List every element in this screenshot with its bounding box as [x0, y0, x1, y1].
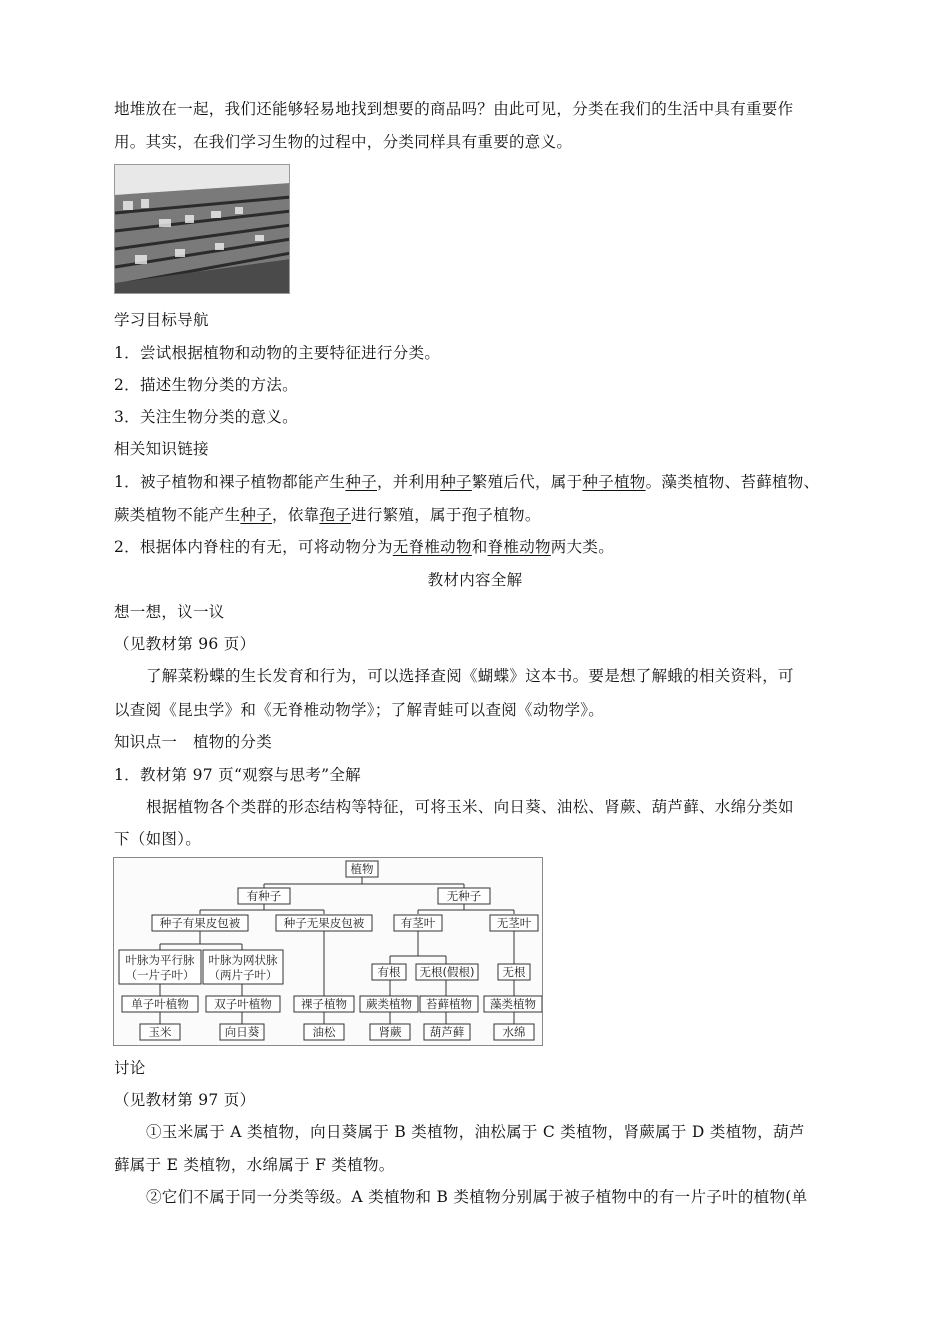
node-net-veins: 叶脉为网状脉: [208, 953, 278, 967]
think-heading: 想一想，议一议: [114, 603, 225, 621]
underlined-answer: 孢子: [319, 506, 352, 524]
node-root: 植物: [350, 862, 374, 876]
node-dicot: 双子叶植物: [214, 997, 272, 1011]
text-run: ，依靠: [272, 506, 320, 524]
links-item-1-line-1: [114, 472, 844, 492]
text-run: 两大类。: [550, 538, 614, 556]
objective-item-3: 3．关注生物分类的意义。: [114, 408, 298, 426]
plant-classification-diagram: [113, 857, 543, 1046]
underlined-answer: 脊椎动物: [487, 538, 551, 556]
supermarket-shelves-photo: [114, 164, 290, 294]
node-fern: 蕨类植物: [366, 997, 412, 1011]
leaf-sunflower: 向日葵: [224, 1025, 260, 1039]
links-item-1-line-2: [114, 505, 844, 525]
node-false-root: 无根(假根): [419, 965, 475, 979]
think-reference: （见教材第 96 页）: [114, 635, 256, 653]
node-seed-covered: 种子有果皮包被: [159, 916, 241, 930]
underlined-answer: 种子植物: [582, 473, 646, 491]
objective-item-1: 1．尝试根据植物和动物的主要特征进行分类。: [114, 344, 441, 362]
supermarket-shelves-image: [115, 165, 290, 294]
objective-item-2: 2．描述生物分类的方法。: [114, 376, 298, 394]
node-has-root: 有根: [377, 965, 401, 979]
text-run: 2．根据体内脊柱的有无，可将动物分为: [114, 538, 393, 556]
objectives-heading: 学习目标导航: [114, 311, 209, 329]
node-monocot: 单子叶植物: [131, 997, 189, 1011]
knowledge-subheading: 1．教材第 97 页“观察与思考”全解: [114, 766, 361, 784]
text-run: 和: [471, 538, 488, 556]
node-moss: 苔藓植物: [426, 997, 472, 1011]
node-two-cotyledons: （两片子叶）: [208, 968, 278, 982]
leaf-moss-species: 葫芦藓: [429, 1025, 465, 1039]
underlined-answer: 种子: [440, 473, 472, 491]
links-item-2: [114, 537, 844, 557]
think-line-1: 了解菜粉蝶的生长发育和行为，可以选择查阅《蝴蝶》这本书。要是想了解蛾的相关资料，可: [146, 667, 794, 685]
text-run: 蕨类植物不能产生: [114, 506, 241, 524]
discussion-p1-line-2: 藓属于 E 类植物，水绵属于 F 类植物。: [114, 1156, 395, 1174]
underlined-answer: 无脊椎动物: [392, 538, 472, 556]
knowledge-heading: 知识点一 植物的分类: [114, 733, 273, 751]
underlined-answer: 种子: [240, 506, 273, 524]
node-has-stem-leaf: 有茎叶: [400, 916, 436, 930]
think-line-2: 以查阅《昆虫学》和《无脊椎动物学》；了解青蛙可以查阅《动物学》。: [114, 701, 605, 719]
knowledge-line-2: 下（如图）。: [114, 830, 202, 848]
text-run: ，并利用: [376, 473, 441, 491]
text-run: 繁殖后代，属于: [471, 473, 583, 491]
intro-line-2: 用。其实，在我们学习生物的过程中，分类同样具有重要的意义。: [114, 133, 573, 151]
intro-line-1: 地堆放在一起，我们还能够轻易地找到想要的商品吗？由此可见，分类在我们的生活中具有重要作: [114, 100, 794, 118]
discussion-reference: （见教材第 97 页）: [114, 1091, 256, 1109]
links-heading: 相关知识链接: [114, 440, 209, 458]
leaf-algae-species: 水绵: [502, 1025, 526, 1039]
leaf-corn: 玉米: [148, 1025, 172, 1039]
node-no-stem-leaf: 无茎叶: [496, 916, 532, 930]
text-run: 1．被子植物和裸子植物都能产生: [114, 473, 346, 491]
knowledge-line-1: 根据植物各个类群的形态结构等特征，可将玉米、向日葵、油松、肾蕨、葫芦藓、水绵分类如: [146, 798, 794, 816]
discussion-p2-line-1: ②它们不属于同一分类等级。A 类植物和 B 类植物分别属于被子植物中的有一片子叶的植物(单: [146, 1188, 808, 1206]
node-parallel-veins: 叶脉为平行脉: [125, 953, 195, 967]
underlined-answer: 种子: [345, 473, 377, 491]
node-has-seed: 有种子: [246, 889, 282, 903]
node-seed-naked: 种子无果皮包被: [283, 916, 365, 930]
node-algae: 藻类植物: [490, 997, 536, 1011]
section-title: 教材内容全解: [427, 571, 523, 589]
discussion-heading: 讨论: [114, 1059, 146, 1077]
leaf-pine: 油松: [312, 1025, 336, 1039]
node-no-root: 无根: [502, 965, 526, 979]
node-gymnosperm: 裸子植物: [301, 997, 347, 1011]
node-one-cotyledon: （一片子叶）: [125, 968, 195, 982]
leaf-fern-species: 肾蕨: [378, 1025, 402, 1039]
text-run: 。藻类植物、苔藓植物、: [645, 473, 820, 491]
node-no-seed: 无种子: [446, 889, 482, 903]
discussion-p1-line-1: ①玉米属于 A 类植物，向日葵属于 B 类植物，油松属于 C 类植物，肾蕨属于 D 类植物，葫芦: [146, 1123, 805, 1141]
text-run: 进行繁殖，属于孢子植物。: [351, 506, 541, 524]
